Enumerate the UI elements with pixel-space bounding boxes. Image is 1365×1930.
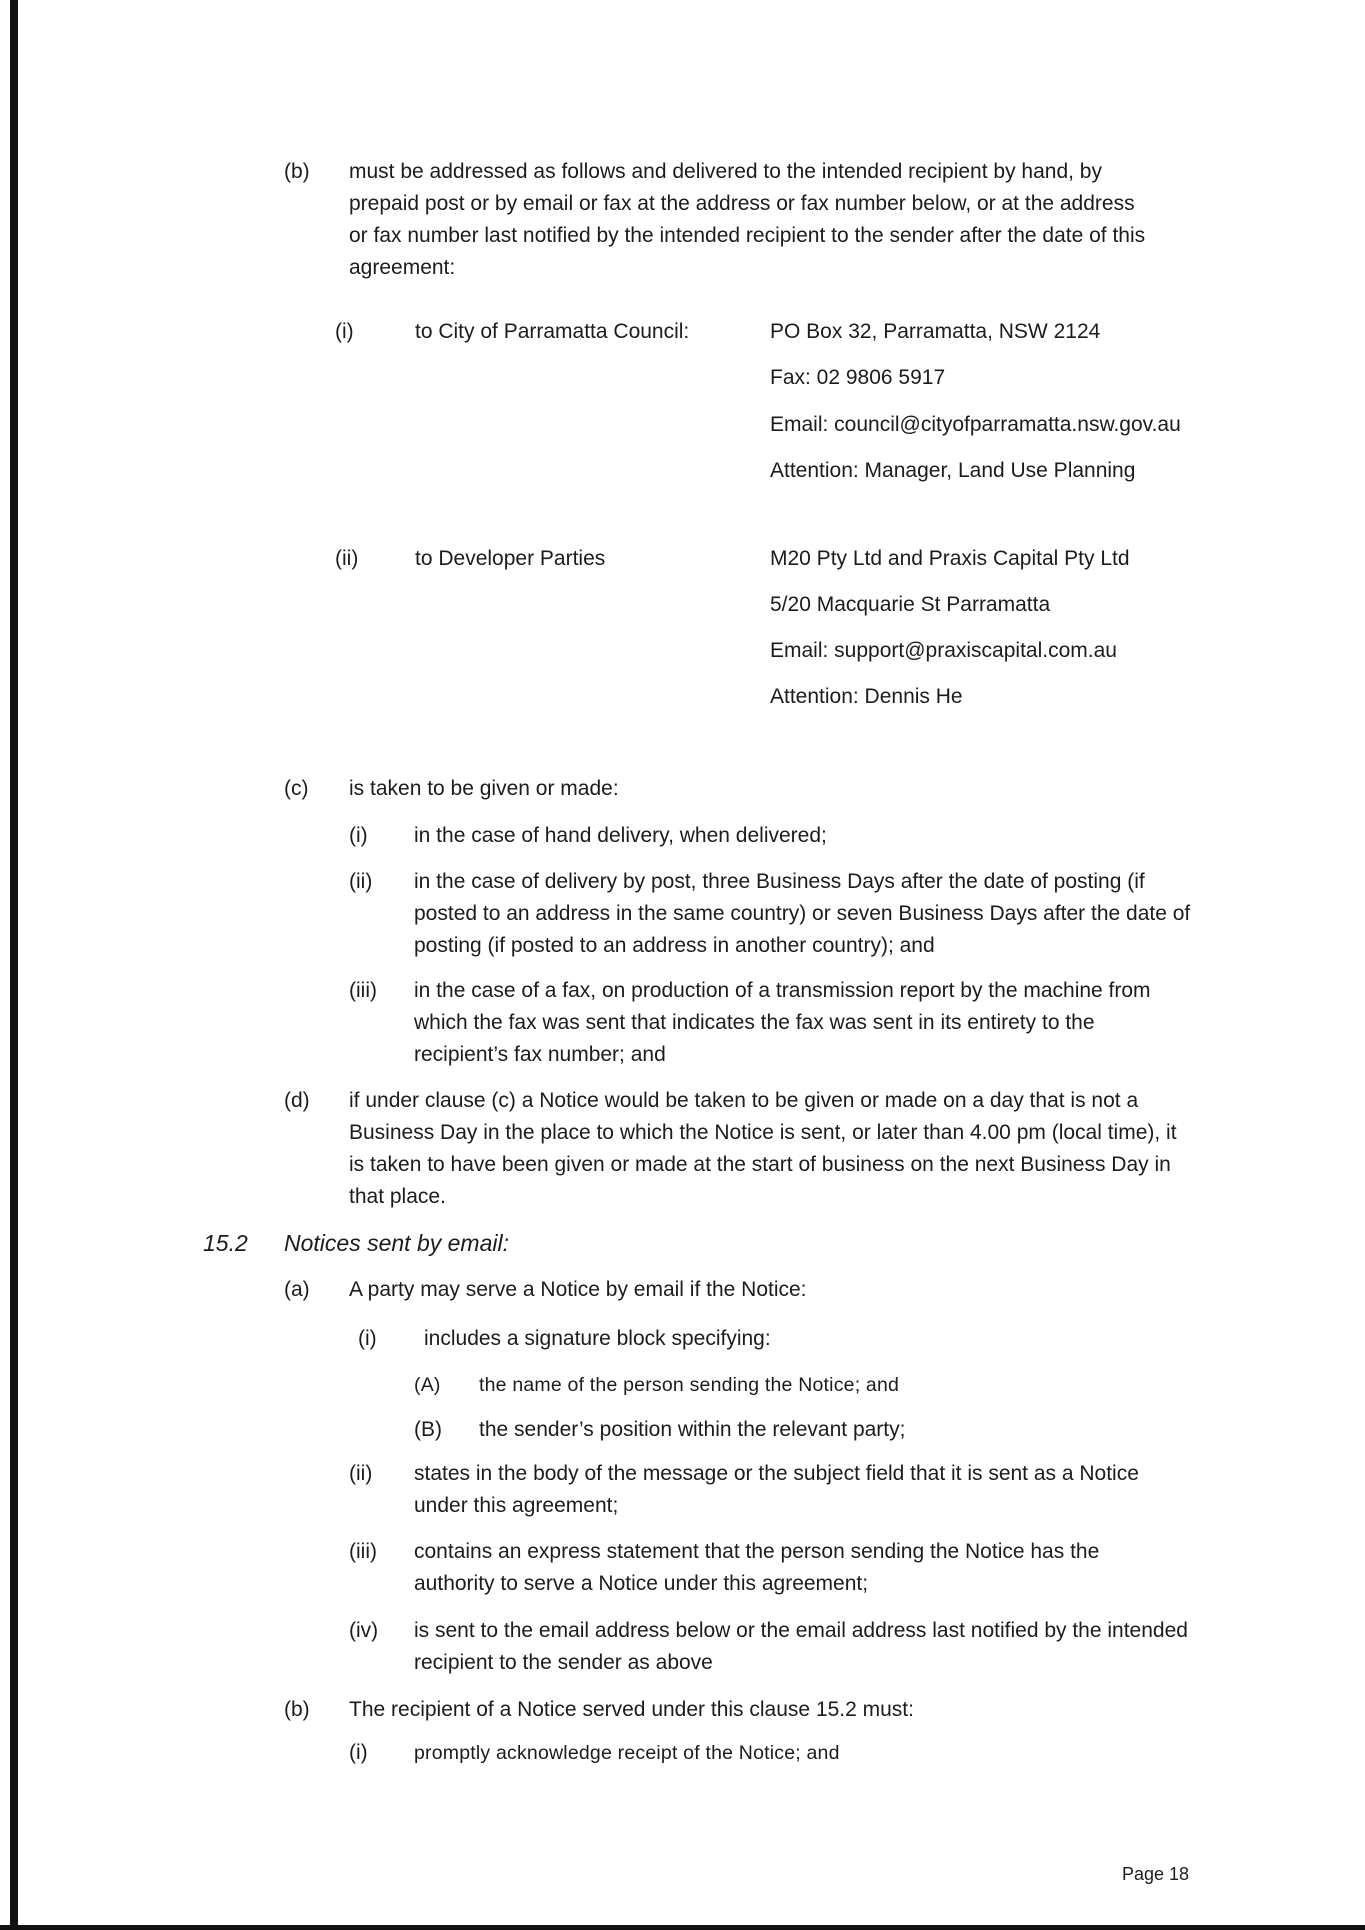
clause-d-label: (d): [284, 1089, 310, 1112]
council-party: to City of Parramatta Council:: [415, 320, 690, 343]
s152-a-i-B-label: (B): [414, 1418, 442, 1441]
page-left-edge: [10, 0, 18, 1930]
clause-b-label: (b): [284, 160, 310, 183]
council-attention: Attention: Manager, Land Use Planning: [770, 459, 1136, 482]
s152-a-iii-text: contains an express statement that the person sending the Notice has the authority to serve a Notice under this agreement;: [414, 1540, 1100, 1595]
clause-c-iii-text: in the case of a fax, on production of a transmission report by the machine from which the fax was sent that indicates the fax was sent in its entirety to the recipient’s fax number; and: [414, 979, 1151, 1066]
developer-name: M20 Pty Ltd and Praxis Capital Pty Ltd: [770, 547, 1130, 570]
s152-a-i-A-text: the name of the person sending the Notice; and: [479, 1374, 900, 1396]
council-label: (i): [335, 320, 354, 343]
s152-b-label: (b): [284, 1698, 310, 1721]
s152-a-text: A party may serve a Notice by email if the Notice:: [349, 1278, 807, 1301]
developer-party: to Developer Parties: [415, 547, 606, 570]
page-number: Page 18: [1122, 1864, 1190, 1884]
s152-a-i-text: includes a signature block specifying:: [424, 1327, 771, 1350]
s152-a-iv-label: (iv): [349, 1619, 379, 1642]
clause-b-text: must be addressed as follows and delivered to the intended recipient by hand, by prepaid post or by email or fax at the address or fax number below, or at the address or fax number last notified by the intended recipient to the sender after the date of this agreement:: [349, 160, 1146, 279]
s152-a-i-A-label: (A): [414, 1374, 441, 1396]
s152-a-iv-text: is sent to the email address below or the email address last notified by the intended recipient to the sender as above: [414, 1619, 1188, 1674]
clause-c-ii-label: (ii): [349, 870, 373, 893]
section-title: Notices sent by email:: [284, 1230, 509, 1256]
s152-a-label: (a): [284, 1278, 310, 1301]
council-address: PO Box 32, Parramatta, NSW 2124: [770, 320, 1101, 343]
s152-b-text: The recipient of a Notice served under this clause 15.2 must:: [349, 1698, 914, 1721]
s152-b-i-text: promptly acknowledge receipt of the Notice; and: [414, 1742, 840, 1764]
s152-a-ii-label: (ii): [349, 1462, 373, 1485]
council-fax: Fax: 02 9806 5917: [770, 366, 946, 389]
page-bottom-edge: [0, 1925, 1365, 1930]
s152-b-i-label: (i): [349, 1741, 368, 1764]
council-email: Email: council@cityofparramatta.nsw.gov.au: [770, 413, 1181, 436]
clause-c-i-label: (i): [349, 824, 368, 847]
clause-c-label: (c): [284, 777, 309, 800]
developer-label: (ii): [335, 547, 359, 570]
clause-d-text: if under clause (c) a Notice would be taken to be given or made on a day that is not a Business Day in the place to which the Notice is sent, or later than 4.00 pm (local time), it is taken to have been given or made at the start of business on the next Business Day in that place.: [349, 1089, 1177, 1208]
developer-address: 5/20 Macquarie St Parramatta: [770, 593, 1051, 616]
s152-a-ii-text: states in the body of the message or the subject field that it is sent as a Notice under this agreement;: [414, 1462, 1139, 1517]
clause-c-iii-label: (iii): [349, 979, 377, 1002]
section-number: 15.2: [203, 1230, 248, 1256]
s152-a-i-label: (i): [358, 1327, 377, 1350]
developer-email: Email: support@praxiscapital.com.au: [770, 639, 1117, 662]
s152-a-iii-label: (iii): [349, 1540, 377, 1563]
clause-c-text: is taken to be given or made:: [349, 777, 619, 800]
s152-a-i-B-text: the sender’s position within the relevant party;: [479, 1418, 906, 1441]
clause-c-ii-text: in the case of delivery by post, three Business Days after the date of posting (if posted to an address in the same country) or seven Business Days after the date of posting (if posted to an address in another country); and: [414, 870, 1191, 957]
clause-c-i-text: in the case of hand delivery, when delivered;: [414, 824, 827, 847]
developer-attention: Attention: Dennis He: [770, 685, 963, 708]
